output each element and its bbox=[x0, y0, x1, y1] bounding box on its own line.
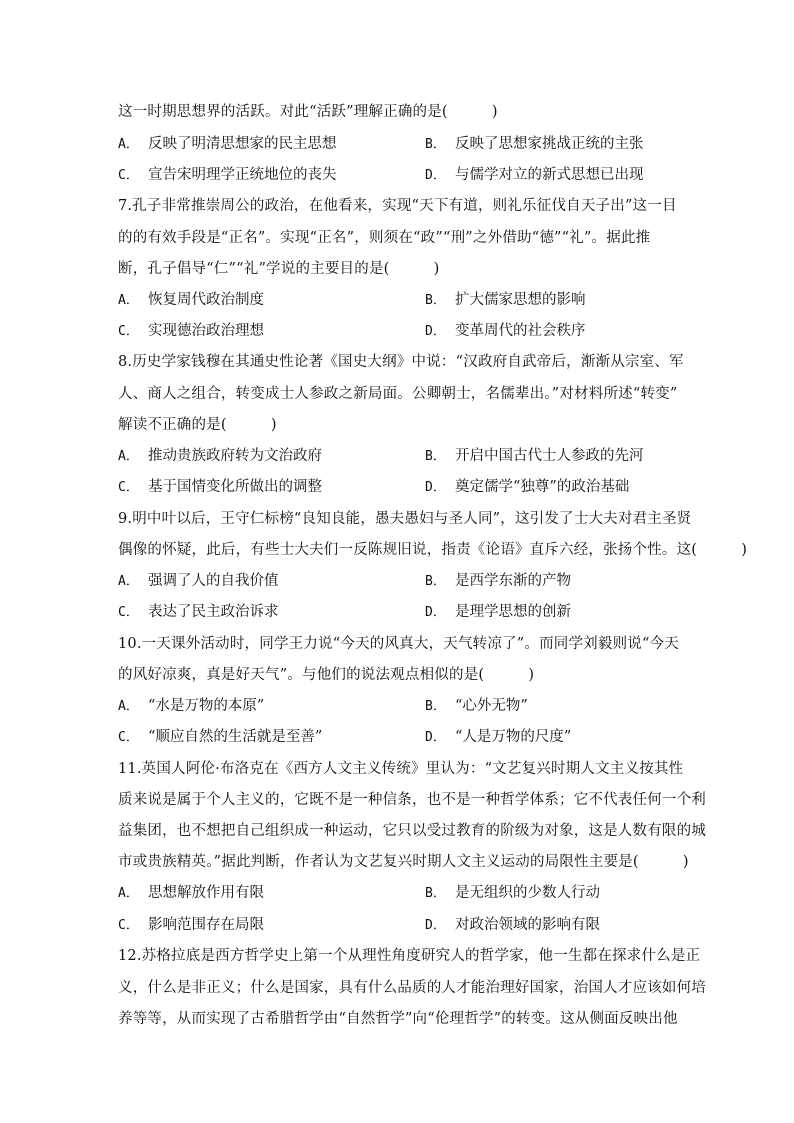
option-b: B． 扩大儒家思想的影响 bbox=[425, 292, 586, 308]
option-a: A． 恢复周代政治制度 bbox=[118, 292, 264, 308]
option-c: C． 宣告宋明理学正统地位的丧失 bbox=[118, 167, 337, 183]
option-b: B． 开启中国古代士人参政的先河 bbox=[425, 448, 644, 464]
question-12-line-3: 养等等，从而实现了古希腊哲学由“自然哲学”向“伦理哲学”的转变。这从侧面反映出他 bbox=[118, 1011, 678, 1027]
option-d: D． 与儒学对立的新式思想已出现 bbox=[425, 167, 644, 183]
option-c: C． “顺应自然的生活就是至善” bbox=[118, 729, 323, 745]
question-8-line-3: 解读不正确的是( ) bbox=[118, 417, 277, 433]
option-d: D． 变革周代的社会秩序 bbox=[425, 323, 586, 339]
option-d: D． “人是万物的尺度” bbox=[425, 729, 572, 745]
option-b: B． “心外无物” bbox=[425, 698, 528, 714]
option-b: B． 是西学东渐的产物 bbox=[425, 573, 571, 589]
option-c: C． 实现德治政治理想 bbox=[118, 323, 264, 339]
option-c: C． 影响范围存在局限 bbox=[118, 917, 264, 933]
question-10-line-1: 10.一天课外活动时，同学王力说“今天的风真大，天气转凉了”。而同学刘毅则说“今天 bbox=[118, 636, 679, 652]
question-text-line: 这一时期思想界的活跃。对此“活跃”理解正确的是( ) bbox=[118, 104, 498, 120]
question-7-line-2: 的的有效手段是“正名”。实现“正名”，则须在“政”“刑”之外借助“德”“礼”。据此推 bbox=[118, 230, 651, 246]
question-11-line-3: 益集团，也不想把自己组织成一种运动，它只以受过教育的阶级为对象，这是人数有限的城 bbox=[118, 823, 706, 839]
question-11-line-4: 市或贵族精英。”据此判断，作者认为文艺复兴时期人文主义运动的局限性主要是( ) bbox=[118, 854, 689, 870]
option-a: A． 思想解放作用有限 bbox=[118, 885, 264, 901]
option-d: D． 是理学思想的创新 bbox=[425, 604, 571, 620]
option-a: A． 强调了人的自我价值 bbox=[118, 573, 279, 589]
question-9-line-2: 偶像的怀疑，此后，有些士大夫们一反陈规旧说，指责《论语》直斥六经，张扬个性。这( ) bbox=[118, 542, 748, 558]
option-a: A． “水是万物的本原” bbox=[118, 698, 265, 714]
option-a: A． 推动贵族政府转为文治政府 bbox=[118, 448, 322, 464]
question-8-line-2: 人、商人之组合，转变成士人参政之新局面。公卿朝士，名儒辈出。”对材料所述“转变” bbox=[118, 386, 678, 402]
question-7-line-1: 7.孔子非常推崇周公的政治，在他看来，实现“天下有道，则礼乐征伐自天子出”这一目 bbox=[118, 198, 677, 214]
question-12-line-2: 义，什么是非正义；什么是国家，具有什么品质的人才能治理好国家，治国人才应该如何培 bbox=[118, 980, 706, 996]
question-8-line-1: 8.历史学家钱穆在其通史性论著《国史大纲》中说：“汉政府自武帝后，渐渐从宗室、军 bbox=[118, 354, 684, 370]
option-a: A． 反映了明清思想家的民主思想 bbox=[118, 136, 337, 152]
option-d: D． 奠定儒学“独尊”的政治基础 bbox=[425, 479, 630, 495]
question-9-line-1: 9.明中叶以后，王守仁标榜“良知良能，愚夫愚妇与圣人同”，这引发了士大夫对君主圣贤 bbox=[118, 511, 692, 527]
question-12-line-1: 12.苏格拉底是西方哲学史上第一个从理性角度研究人的哲学家，他一生都在探求什么是正 bbox=[118, 948, 701, 964]
option-d: D． 对政治领域的影响有限 bbox=[425, 917, 600, 933]
question-11-line-2: 质来说是属于个人主义的，它既不是一种信条，也不是一种哲学体系；它不代表任何一个利 bbox=[118, 792, 706, 808]
option-c: C． 表达了民主政治诉求 bbox=[118, 604, 279, 620]
question-10-line-2: 的风好凉爽，真是好天气”。与他们的说法观点相似的是( ) bbox=[118, 667, 535, 683]
option-c: C． 基于国情变化所做出的调整 bbox=[118, 479, 322, 495]
option-b: B． 是无组织的少数人行动 bbox=[425, 885, 600, 901]
question-7-line-3: 断，孔子倡导“仁”“礼”学说的主要目的是( ) bbox=[118, 261, 440, 277]
question-11-line-1: 11.英国人阿伦·布洛克在《西方人文主义传统》里认为：“文艺复兴时期人文主义按其性 bbox=[118, 761, 684, 777]
option-b: B． 反映了思想家挑战正统的主张 bbox=[425, 136, 644, 152]
